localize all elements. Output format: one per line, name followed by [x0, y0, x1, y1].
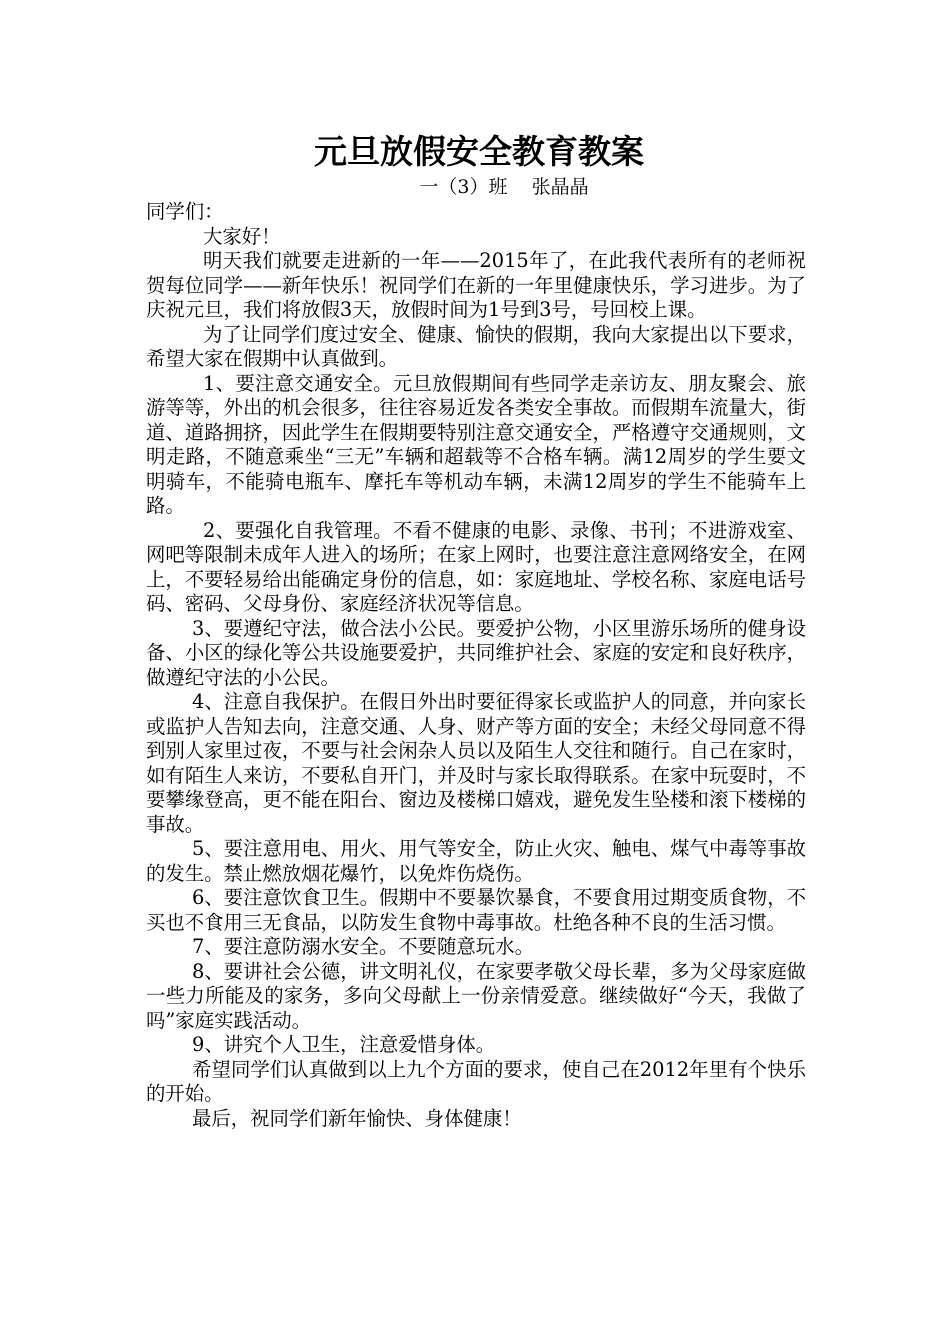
document-page: [146, 130, 806, 1131]
paragraph-item-5: 5、要注意用电、用火、用气等安全，防止火灾、触电、煤气中毒等事故的发生。禁止燃放烟花爆竹，以免炸伤烧伤。: [146, 837, 806, 885]
class-and-author: 一（3）班 张晶晶: [419, 176, 589, 198]
salutation: 同学们：: [146, 200, 224, 223]
paragraph-item-3: 3、要遵纪守法，做合法小公民。要爱护公物，小区里游乐场所的健身设备、小区的绿化等公共设施要爱护，共同维护社会、家庭的安定和良好秩序，做遵纪守法的小公民。: [146, 616, 806, 689]
paragraph-item-7: 7、要注意防溺水安全。不要随意玩水。: [192, 935, 534, 958]
paragraph-item-2: 2、要强化自我管理。不看不健康的电影、录像、书刊；不进游戏室、网吧等限制未成年人进入的场所；在家上网时，也要注意注意网络安全，在网上，不要轻易给出能确定身份的信息，如：家庭地址、学校名称、家庭电话号码、密码、父母身份、家庭经济状况等信息。: [146, 518, 806, 615]
document-title: 元旦放假安全教育教案: [314, 132, 644, 171]
paragraph-intro: 明天我们就要走进新的一年——2015年了，在此我代表所有的老师祝贺每位同学——新年快乐！祝同学们在新的一年里健康快乐，学习进步。为了庆祝元旦，我们将放假3天，放假时间为1号到3号，号回校上课。: [146, 249, 806, 321]
paragraph-closing-hope: 希望同学们认真做到以上九个方面的要求，使自己在2012年里有个快乐的开始。: [146, 1057, 806, 1105]
greeting: 大家好！: [203, 224, 281, 248]
paragraph-item-9: 9、讲究个人卫生，注意爱惜身体。: [192, 1033, 496, 1056]
paragraph-item-4: 4、注意自我保护。在假日外出时要征得家长或监护人的同意，并向家长或监护人告知去向，注意交通、人身、财产等方面的安全；未经父母同意不得到别人家里过夜，不要与社会闲杂人员以及陌生人交往和随行。自己在家时，如有陌生人来访，不要私自开门，并及时与家长取得联系。在家中玩耍时，不要攀缘登高，更不能在阳台、窗边及楼梯口嬉戏，避免发生坠楼和滚下楼梯的事故。: [146, 690, 806, 836]
paragraph-closing-wish: 最后，祝同学们新年愉快、身体健康！: [192, 1106, 522, 1130]
paragraph-item-8: 8、要讲社会公德，讲文明礼仪，在家要孝敬父母长辈，多为父母家庭做一些力所能及的家务，多向父母献上一份亲情爱意。继续做好“今天，我做了吗”家庭实践活动。: [146, 959, 806, 1032]
paragraph-item-6: 6、要注意饮食卫生。假期中不要暴饮暴食，不要食用过期变质食物，不买也不食用三无食品，以防发生食物中毒事故。杜绝各种不良的生活习惯。: [146, 886, 806, 934]
paragraph-item-1: 1、要注意交通安全。元旦放假期间有些同学走亲访友、朋友聚会、旅游等等，外出的机会很多，往往容易近发各类安全事故。而假期车流量大，街道、道路拥挤，因此学生在假期要特别注意交通安全，严格遵守交通规则，文明走路，不随意乘坐“三无”车辆和超载等不合格车辆。满12周岁的学生要文明骑车，不能骑电瓶车、摩托车等机动车辆，未满12周岁的学生不能骑车上路。: [146, 371, 806, 517]
paragraph-requirements-intro: 为了让同学们度过安全、健康、愉快的假期，我向大家提出以下要求，希望大家在假期中认真做到。: [146, 322, 806, 370]
